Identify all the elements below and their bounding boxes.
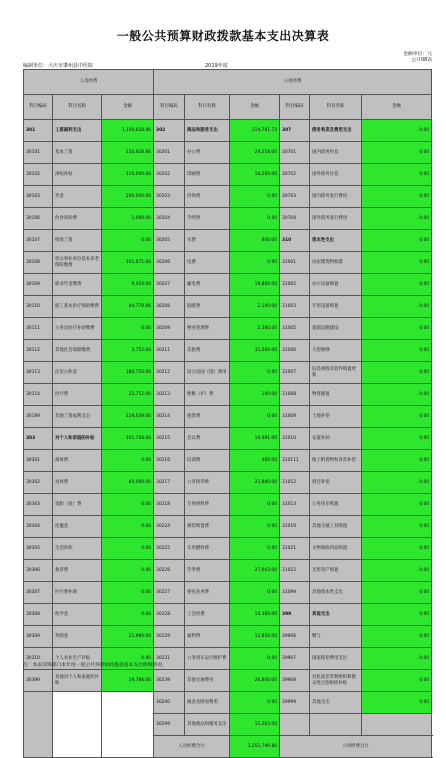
personnel-amount — [102, 692, 154, 758]
expenditure-table — [23, 69, 432, 758]
public-name: 其他商品和服务支出 — [185, 714, 230, 736]
personnel-amount: 9,450.00 — [102, 274, 154, 296]
public-name-right: 物资储备 — [310, 384, 362, 406]
personnel-amount: 0.00 — [102, 494, 154, 516]
public-code: 30224 — [154, 516, 185, 538]
public-name-right: 其他资本性支出 — [310, 582, 362, 604]
public-name: 劳务费 — [185, 560, 230, 582]
personnel-code: 30306 — [24, 560, 53, 582]
public-name: 福利费 — [185, 626, 230, 648]
public-code-right: 31008 — [280, 384, 310, 406]
public-name-right: 房屋建筑物购建 — [310, 252, 362, 274]
personnel-name: 助学金 — [53, 604, 102, 626]
public-name: 邮电费 — [185, 274, 230, 296]
personnel-name: 个人农业生产补贴 — [53, 648, 102, 670]
public-code: 30216 — [154, 450, 185, 472]
personnel-code: 30309 — [24, 626, 53, 648]
public-code: 30212 — [154, 362, 185, 384]
public-amount: 2,280.00 — [230, 318, 280, 340]
table-row — [24, 230, 432, 252]
public-name: 印刷费 — [185, 164, 230, 186]
public-name-right: 安置补助 — [310, 428, 362, 450]
personnel-code: 30308 — [24, 604, 53, 626]
personnel-header: 人员经费 — [24, 70, 154, 95]
public-amount: 31,000.00 — [230, 340, 280, 362]
public-name: 税金及附加费用 — [185, 692, 230, 714]
public-amount-right: 0.00 — [362, 186, 432, 208]
public-name: 工会经费 — [185, 604, 230, 626]
public-name-right: 文物和陈列品购置 — [310, 538, 362, 560]
personnel-code: 303 — [24, 428, 53, 450]
public-name-right: 拆迁补偿 — [310, 472, 362, 494]
public-code: 30213 — [154, 384, 185, 406]
col-name-1: 科目名称 — [53, 95, 102, 120]
public-code-right — [280, 714, 310, 736]
public-name-right: 国外债务发行费用 — [310, 208, 362, 230]
public-name-right: 国内债务付息 — [310, 142, 362, 164]
public-code-right: 31003 — [280, 296, 310, 318]
public-amount-right: 0.00 — [362, 252, 432, 274]
public-amount: 26,800.00 — [230, 670, 280, 692]
personnel-code: 30111 — [24, 318, 53, 340]
public-name: 委托业务费 — [185, 582, 230, 604]
public-code: 30201 — [154, 142, 185, 164]
personnel-name — [53, 692, 102, 758]
personnel-name: 津贴补贴 — [53, 164, 102, 186]
public-name: 因公出国（境）费用 — [185, 362, 230, 384]
personnel-code: 30301 — [24, 450, 53, 472]
public-amount: 0.00 — [230, 362, 280, 384]
public-code-right: 39907 — [280, 648, 310, 670]
col-name-2: 科目名称 — [185, 95, 230, 120]
table-row — [24, 252, 432, 274]
personnel-name: 公务员医疗补助缴费 — [53, 318, 102, 340]
personnel-code: 30110 — [24, 296, 53, 318]
public-code-right: 31022 — [280, 560, 310, 582]
personnel-name: 伙食补助费 — [53, 208, 102, 230]
public-code-right: 399 — [280, 604, 310, 626]
public-code: 30240 — [154, 692, 185, 714]
public-name: 其他交通费用 — [185, 670, 230, 692]
public-amount: 0.00 — [230, 252, 280, 274]
public-name: 租赁费 — [185, 406, 230, 428]
public-amount-right: 0.00 — [362, 450, 432, 472]
public-amount-right: 0.00 — [362, 208, 432, 230]
public-amount-right: 0.00 — [362, 406, 432, 428]
public-code: 30215 — [154, 428, 185, 450]
public-name-right: 信息网络及软件购置更新 — [310, 362, 362, 384]
public-name-right: 其他支出 — [310, 604, 362, 626]
personnel-code: 301 — [24, 120, 53, 142]
table-row — [24, 340, 432, 362]
public-code-right: 307 — [280, 120, 310, 142]
personnel-name: 抚恤金 — [53, 516, 102, 538]
public-code-right: 31019 — [280, 516, 310, 538]
public-amount: 19,800.00 — [230, 274, 280, 296]
public-code: 30217 — [154, 472, 185, 494]
public-amount: 214,781.73 — [230, 120, 280, 142]
personnel-amount: 150,028.86 — [102, 142, 154, 164]
table-row — [24, 692, 432, 714]
personnel-total-label: 人员经费合计 — [154, 736, 230, 758]
public-code-right: 30702 — [280, 164, 310, 186]
public-code-right: 39999 — [280, 692, 310, 714]
public-amount-right: 0.00 — [362, 516, 432, 538]
personnel-amount: 0.00 — [102, 516, 154, 538]
public-name: 专用燃料费 — [185, 538, 230, 560]
personnel-amount: 44,779.86 — [102, 296, 154, 318]
public-amount: 14,300.00 — [230, 604, 280, 626]
personnel-amount: 3,752.00 — [102, 340, 154, 362]
personnel-code: 30199 — [24, 406, 53, 428]
personnel-amount: 0.00 — [102, 318, 154, 340]
personnel-code: 30107 — [24, 230, 53, 252]
public-name-right: 地上附着物和青苗补偿 — [310, 450, 362, 472]
public-name: 电费 — [185, 252, 230, 274]
table-row — [24, 296, 432, 318]
col-code-2: 科目编码 — [154, 95, 185, 120]
personnel-amount: 101,071.00 — [102, 252, 154, 274]
public-total-label: 公用经费合计 — [280, 736, 432, 758]
public-amount-right: 0.00 — [362, 362, 432, 384]
public-header: 公用经费 — [154, 70, 432, 95]
table-row — [24, 560, 432, 582]
public-amount-right: 0.00 — [362, 648, 432, 670]
personnel-amount: 0.00 — [102, 538, 154, 560]
public-amount-right: 0.00 — [362, 560, 432, 582]
personnel-code: 30109 — [24, 274, 53, 296]
public-code: 30202 — [154, 164, 185, 186]
public-amount-right: 0.00 — [362, 120, 432, 142]
personnel-name: 救济费 — [53, 560, 102, 582]
personnel-name: 其他对个人和家庭的补助 — [53, 670, 102, 692]
public-code: 30208 — [154, 296, 185, 318]
public-code: 30209 — [154, 318, 185, 340]
public-code-right: 30701 — [280, 142, 310, 164]
public-name: 维修（护）费 — [185, 384, 230, 406]
public-name-right: 国内债务发行费用 — [310, 186, 362, 208]
page-title: 一般公共预算财政拨款基本支出决算表 — [116, 29, 330, 43]
public-name: 会议费 — [185, 428, 230, 450]
public-name-right: 土地补偿 — [310, 406, 362, 428]
public-name: 物业管理费 — [185, 318, 230, 340]
public-code-right: 31010 — [280, 428, 310, 450]
public-code: 30204 — [154, 208, 185, 230]
public-amount: 0.00 — [230, 406, 280, 428]
public-name: 商品和服务支出 — [185, 120, 230, 142]
public-amount: 27,043.00 — [230, 560, 280, 582]
public-amount-right: 0.00 — [362, 604, 432, 626]
public-code-right: 310 — [280, 230, 310, 252]
personnel-name: 职业年金缴费 — [53, 274, 102, 296]
public-amount-right: 0.00 — [362, 494, 432, 516]
public-amount: 0.00 — [230, 186, 280, 208]
personnel-code: 30303 — [24, 494, 53, 516]
public-code-right: 30703 — [280, 186, 310, 208]
public-amount-right: 0.00 — [362, 318, 432, 340]
public-name: 公务用车运行维护费 — [185, 648, 230, 670]
public-code: 30226 — [154, 560, 185, 582]
public-amount-right: 0.00 — [362, 582, 432, 604]
table-row — [24, 516, 432, 538]
table-row — [24, 164, 432, 186]
public-name-right: 办公设备购置 — [310, 274, 362, 296]
personnel-name: 其他社会保障缴费 — [53, 340, 102, 362]
public-amount: 0.00 — [230, 516, 280, 538]
personnel-code: 30112 — [24, 340, 53, 362]
public-name-right: 大型修缮 — [310, 340, 362, 362]
public-amount: 0.00 — [230, 692, 280, 714]
personnel-name: 退休费 — [53, 472, 102, 494]
unit-text: 金额单位：元 — [403, 52, 432, 57]
public-name: 手续费 — [185, 208, 230, 230]
public-amount: 400.00 — [230, 450, 280, 472]
public-amount: 29,218.00 — [230, 142, 280, 164]
table-row — [24, 274, 432, 296]
form-number: 公开08表 — [411, 58, 432, 63]
personnel-total-value: 1,251,796.86 — [230, 736, 280, 758]
personnel-amount: 0.00 — [102, 582, 154, 604]
personnel-code: 30399 — [24, 670, 53, 692]
public-code: 30231 — [154, 648, 185, 670]
personnel-code: 30103 — [24, 186, 53, 208]
public-name: 办公费 — [185, 142, 230, 164]
public-code: 30228 — [154, 604, 185, 626]
public-amount-right: 0.00 — [362, 164, 432, 186]
col-amount-1: 金额 — [102, 95, 154, 120]
public-name: 取暖费 — [185, 296, 230, 318]
public-code-right: 31021 — [280, 538, 310, 560]
public-amount: 21,880.00 — [230, 472, 280, 494]
personnel-name: 机关事业单位基本养老保险缴费 — [53, 252, 102, 274]
table-row — [24, 142, 432, 164]
table-row — [24, 208, 432, 230]
public-code-right: 31005 — [280, 318, 310, 340]
public-name: 被装购置费 — [185, 516, 230, 538]
personnel-amount: 0.00 — [102, 604, 154, 626]
public-amount-right: 0.00 — [362, 384, 432, 406]
public-code: 30203 — [154, 186, 185, 208]
public-name-right: 其他支出 — [310, 692, 362, 714]
public-name: 专用材料费 — [185, 494, 230, 516]
public-name-right: 国家赔偿费用支出 — [310, 648, 362, 670]
personnel-code: 30113 — [24, 362, 53, 384]
public-code-right: 31002 — [280, 274, 310, 296]
footnote: 注：本表反映部门本年度一般公共预算财政拨款基本支出明细情况。 — [23, 663, 167, 668]
personnel-name: 医疗费补助 — [53, 582, 102, 604]
personnel-name: 对个人和家庭的补助 — [53, 428, 102, 450]
public-name-right: 资本性支出 — [310, 230, 362, 252]
public-code-right: 31006 — [280, 340, 310, 362]
public-amount: 12,858.00 — [230, 626, 280, 648]
personnel-code: 30114 — [24, 384, 53, 406]
table-row — [24, 538, 432, 560]
unit-label — [403, 52, 432, 64]
public-code: 30227 — [154, 582, 185, 604]
public-code-right: 39906 — [280, 626, 310, 648]
public-code: 30206 — [154, 252, 185, 274]
public-code: 30218 — [154, 494, 185, 516]
personnel-name: 职工基本医疗保险缴费 — [53, 296, 102, 318]
public-amount: 0.00 — [230, 208, 280, 230]
col-amount-2: 金额 — [230, 95, 280, 120]
public-name-right: 基础设施建设 — [310, 318, 362, 340]
public-code-right: 31013 — [280, 494, 310, 516]
public-name-right: 公务用车购置 — [310, 494, 362, 516]
public-amount-right: 0.00 — [362, 296, 432, 318]
public-name-right: 无形资产购置 — [310, 560, 362, 582]
personnel-code: 30108 — [24, 252, 53, 274]
table-row — [24, 428, 432, 450]
public-name: 培训费 — [185, 450, 230, 472]
personnel-amount: 1,000.00 — [102, 208, 154, 230]
public-code: 30205 — [154, 230, 185, 252]
public-amount-right — [362, 714, 432, 736]
public-amount: 10,200.00 — [230, 164, 280, 186]
col-code-1: 科目编码 — [24, 95, 53, 120]
personnel-name: 工资福利支出 — [53, 120, 102, 142]
personnel-code: 30304 — [24, 516, 53, 538]
personnel-amount: 21,980.00 — [102, 626, 154, 648]
table-row — [24, 670, 432, 692]
public-amount-right: 0.00 — [362, 428, 432, 450]
public-code: 30239 — [154, 670, 185, 692]
table-row — [24, 120, 432, 142]
public-code: 30299 — [154, 714, 185, 736]
public-code-right: 31001 — [280, 252, 310, 274]
col-amount-3: 金额 — [362, 95, 432, 120]
public-code: 30225 — [154, 538, 185, 560]
public-amount-right: 0.00 — [362, 340, 432, 362]
personnel-code: 30310 — [24, 648, 53, 670]
public-code-right: 31099 — [280, 582, 310, 604]
public-name: 公务接待费 — [185, 472, 230, 494]
personnel-name: 其他工资福利支出 — [53, 406, 102, 428]
personnel-name: 医疗费 — [53, 384, 102, 406]
personnel-amount: 22,712.00 — [102, 384, 154, 406]
table-row — [24, 472, 432, 494]
public-code: 302 — [154, 120, 185, 142]
public-code: 30229 — [154, 626, 185, 648]
personnel-code: 30101 — [24, 142, 53, 164]
table-row — [24, 582, 432, 604]
personnel-code: 30106 — [24, 208, 53, 230]
col-name-3: 科目名称 — [310, 95, 362, 120]
public-code: 30214 — [154, 406, 185, 428]
personnel-code: 30102 — [24, 164, 53, 186]
personnel-code: 30307 — [24, 582, 53, 604]
personnel-name: 奖励金 — [53, 626, 102, 648]
public-code-right: 30704 — [280, 208, 310, 230]
table-row — [24, 626, 432, 648]
personnel-amount: 1,150,028.86 — [102, 120, 154, 142]
personnel-amount: 0.00 — [102, 648, 154, 670]
public-code: 30211 — [154, 340, 185, 362]
personnel-amount: 60,000.00 — [102, 472, 154, 494]
personnel-name: 住房公积金 — [53, 362, 102, 384]
public-code-right: 31012 — [280, 472, 310, 494]
public-code: 30207 — [154, 274, 185, 296]
table-row — [24, 362, 432, 384]
personnel-name: 离休费 — [53, 450, 102, 472]
public-name: 差旅费 — [185, 340, 230, 362]
personnel-name: 基本工资 — [53, 142, 102, 164]
public-name-right: 债务利息及费用支出 — [310, 120, 362, 142]
header-row-group — [24, 70, 432, 95]
personnel-amount: 0.00 — [102, 560, 154, 582]
personnel-amount: 110,000.00 — [102, 164, 154, 186]
public-code-right: 39908 — [280, 670, 310, 692]
public-amount: 0.00 — [230, 582, 280, 604]
public-amount-right: 0.00 — [362, 692, 432, 714]
public-name-right: 国外债务付息 — [310, 164, 362, 186]
fiscal-year: 2019年度 — [205, 63, 228, 69]
public-amount-right: 0.00 — [362, 142, 432, 164]
personnel-code: 30305 — [24, 538, 53, 560]
public-amount: 2,100.00 — [230, 296, 280, 318]
public-name-right: 其他交通工具购置 — [310, 516, 362, 538]
public-name: 水费 — [185, 230, 230, 252]
public-name-right: 对民间非营利组织和群众性自治组织补贴 — [310, 670, 362, 692]
public-amount: 11,263.00 — [230, 714, 280, 736]
header-row — [24, 95, 432, 120]
public-name-right: 赠与 — [310, 626, 362, 648]
table-row — [24, 406, 432, 428]
public-amount: 800.00 — [230, 230, 280, 252]
personnel-code — [24, 692, 53, 758]
public-code-right: 310111 — [280, 450, 310, 472]
public-amount-right: 0.00 — [362, 274, 432, 296]
personnel-code: 30302 — [24, 472, 53, 494]
personnel-name: 绩效工资 — [53, 230, 102, 252]
personnel-amount: 180,750.00 — [102, 362, 154, 384]
col-code-3: 科目编码 — [280, 95, 310, 120]
public-name: 咨询费 — [185, 186, 230, 208]
public-amount-right: 0.00 — [362, 472, 432, 494]
table-row — [24, 318, 432, 340]
personnel-name: 奖金 — [53, 186, 102, 208]
public-amount: 0.00 — [230, 494, 280, 516]
public-name-right — [310, 714, 362, 736]
personnel-amount: 101,768.00 — [102, 428, 154, 450]
public-code-right: 31009 — [280, 406, 310, 428]
personnel-name: 退职（役）费 — [53, 494, 102, 516]
table-row — [24, 384, 432, 406]
table-row — [24, 186, 432, 208]
public-amount: 100.00 — [230, 384, 280, 406]
personnel-amount: 0.00 — [102, 230, 154, 252]
personnel-amount: 128,039.00 — [102, 406, 154, 428]
personnel-amount: 200,000.00 — [102, 186, 154, 208]
personnel-name: 生活补助 — [53, 538, 102, 560]
public-amount-right: 0.00 — [362, 538, 432, 560]
public-amount-right: 0.00 — [362, 626, 432, 648]
public-code-right: 31007 — [280, 362, 310, 384]
personnel-amount: 0.00 — [102, 450, 154, 472]
public-amount: 0.00 — [230, 648, 280, 670]
public-amount: 0.00 — [230, 538, 280, 560]
personnel-amount: 19,788.00 — [102, 670, 154, 692]
public-name-right: 专用设备购置 — [310, 296, 362, 318]
table-row — [24, 494, 432, 516]
public-amount-right: 0.00 — [362, 670, 432, 692]
public-amount: 10,981.00 — [230, 428, 280, 450]
table-row — [24, 604, 432, 626]
public-amount-right: 0.00 — [362, 230, 432, 252]
org-name: 编制单位：大庆市肇州县中医院 — [23, 63, 94, 69]
table-row — [24, 450, 432, 472]
